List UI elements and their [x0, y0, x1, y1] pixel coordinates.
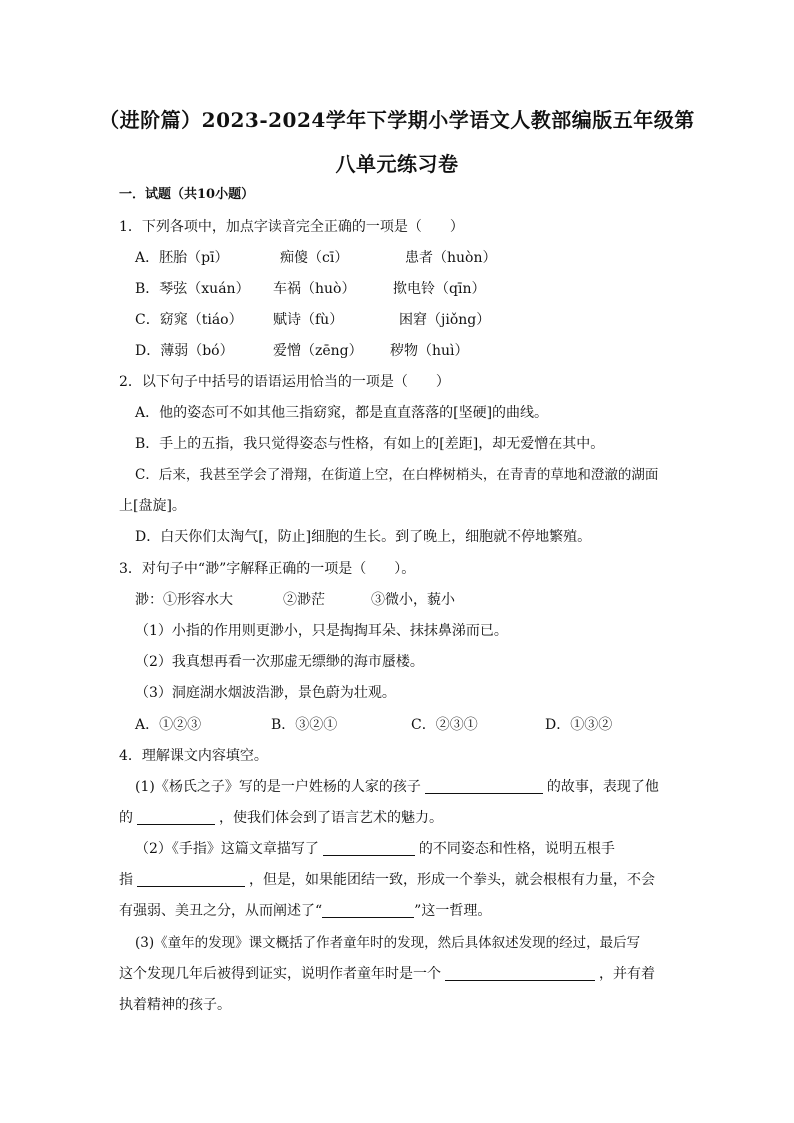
option-a: A．①②③	[135, 717, 202, 733]
answer-blank[interactable]	[322, 903, 414, 918]
text: ，但是，如果能团结一致，形成一个拳头，就会根根有力量，不会	[249, 872, 655, 888]
text: 这个发现几年后被得到证实，说明作者童年时是一个	[119, 966, 441, 982]
text: （2）《手指》这篇文章描写了	[135, 841, 319, 857]
question-4-part-3-line-3: 执着精神的孩子。	[119, 997, 231, 1013]
text: ，使我们体会到了语言艺术的魅力。	[219, 810, 443, 826]
meaning-3: ③微小，藐小	[371, 592, 455, 608]
text: ”这一哲理。	[414, 903, 492, 919]
answer-blank[interactable]	[425, 779, 543, 794]
question-4-part-1-line-1	[135, 778, 659, 796]
question-4-part-2-line-3	[119, 902, 491, 920]
question-2-option-c-line-2: 上[盘旋]。	[119, 498, 186, 514]
section-heading: 一．试题（共10小题）	[119, 187, 255, 202]
question-1-option-c	[135, 311, 490, 329]
question-4-part-2-line-1	[135, 840, 615, 858]
text: ，并有着	[599, 966, 655, 982]
option-part: 痴傻（cī）	[280, 250, 349, 266]
option-part: 秽物（huì）	[390, 343, 469, 359]
question-4-part-1-line-2	[119, 809, 443, 827]
option-part: 爱憎（zēng）	[273, 343, 363, 359]
question-1-option-a	[135, 249, 496, 267]
option-d: D．①③②	[545, 717, 613, 733]
text: 有强弱、美丑之分，从而阐述了“	[119, 903, 323, 919]
text: (1)《杨氏之子》写的是一户姓杨的人家的孩子	[135, 779, 421, 795]
answer-blank[interactable]	[323, 841, 415, 856]
text: 的故事，表现了他	[546, 779, 659, 795]
option-b: B．③②①	[271, 717, 338, 733]
option-part: B．琴弦（xuán）	[135, 281, 250, 297]
meaning-1: 渺：①形容水大	[135, 592, 233, 608]
question-4-stem: 4．理解课文内容填空。	[119, 748, 268, 764]
question-2-option-a: A．他的姿态可不如其他三指窈窕，都是直直落落的[坚硬]的曲线。	[135, 405, 549, 421]
question-4-part-3-line-2	[119, 965, 655, 983]
text: 指	[119, 872, 133, 888]
answer-blank[interactable]	[137, 872, 245, 887]
option-part: 车祸（huò）	[273, 281, 356, 297]
option-part: A．胚胎（pī）	[135, 250, 229, 266]
question-4-part-2-line-2	[119, 871, 655, 889]
page-title-line-2: 八单元练习卷	[335, 152, 459, 176]
answer-blank[interactable]	[445, 966, 595, 981]
question-4-part-3-line-1: (3)《童年的发现》课文概括了作者童年时的发现，然后具体叙述发现的经过，最后写	[135, 935, 641, 951]
option-part: 赋诗（fù）	[273, 312, 344, 328]
question-3-meanings	[135, 591, 455, 609]
question-3-options	[135, 716, 612, 734]
question-2-option-b: B．手上的五指，我只觉得姿态与性格，有如上的[差距]，却无爱憎在其中。	[135, 436, 605, 452]
question-1-stem: 1．下列各项中，加点字读音完全正确的一项是（ ）	[119, 219, 464, 235]
text: 的不同姿态和性格，说明五根手	[418, 841, 615, 857]
question-2-option-c-line-1: C．后来，我甚至学会了滑翔，在街道上空，在白桦树梢头，在青青的草地和澄澈的湖面	[135, 467, 659, 483]
question-3-sentence-3: （3）洞庭湖水烟波浩渺，景色蔚为壮观。	[135, 685, 396, 701]
question-3-stem: 3．对句子中“渺”字解释正确的一项是（ ）。	[119, 561, 416, 577]
option-c: C．②③①	[411, 717, 478, 733]
answer-blank[interactable]	[137, 810, 215, 825]
option-part: 困窘（jiǒng）	[399, 312, 491, 328]
option-part: D．薄弱（bó）	[135, 343, 234, 359]
option-part: 患者（huòn）	[405, 250, 497, 266]
question-1-option-b	[135, 280, 485, 298]
question-3-sentence-1: （1）小指的作用则更渺小，只是掏掏耳朵、抹抹鼻涕而已。	[135, 623, 508, 639]
option-part: C．窈窕（tiáo）	[135, 312, 243, 328]
question-3-sentence-2: （2）我真想再看一次那虚无缥缈的海市蜃楼。	[135, 654, 424, 670]
meaning-2: ②渺茫	[283, 592, 325, 608]
page-title-line-1: （进阶篇）2023-2024学年下学期小学语文人教部编版五年级第	[99, 108, 695, 132]
option-part: 揿电铃（qīn）	[393, 281, 486, 297]
question-1-option-d	[135, 342, 469, 360]
text: 的	[119, 810, 133, 826]
question-2-option-d: D．白天你们太淘气[，防止]细胞的生长。到了晚上，细胞就不停地繁殖。	[135, 529, 592, 545]
question-2-stem: 2．以下句子中括号的语语运用恰当的一项是（ ）	[119, 374, 450, 390]
